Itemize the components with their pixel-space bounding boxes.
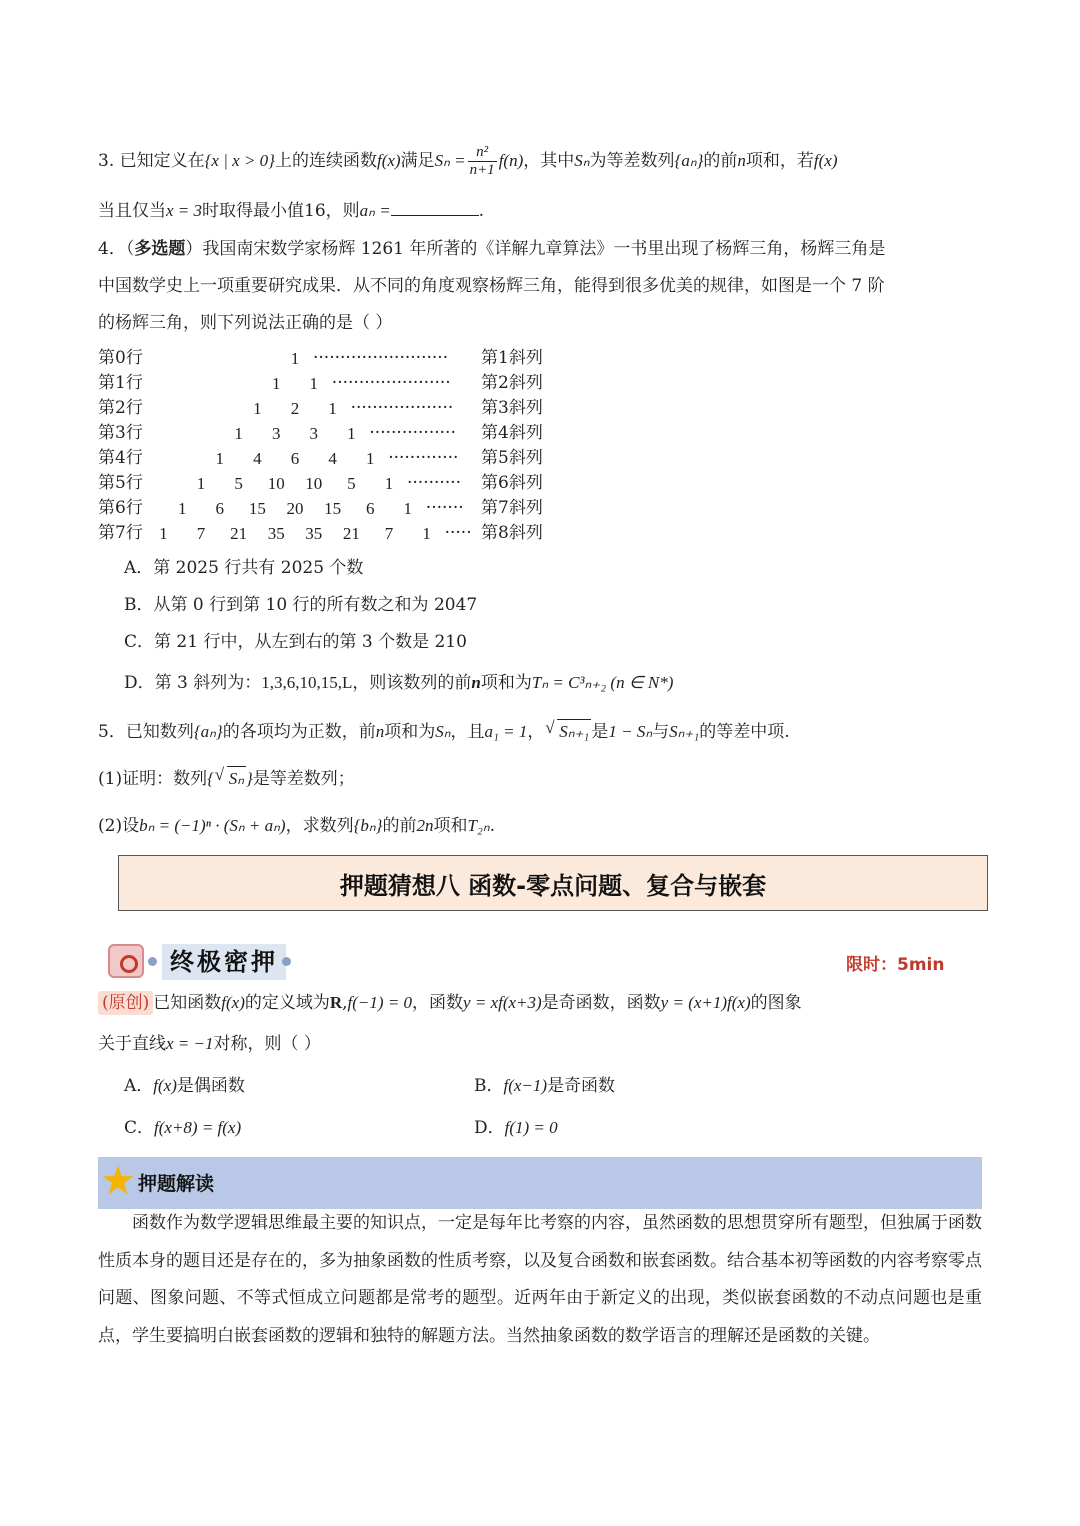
triangle-number: 4 [253,449,262,468]
triangle-row [98,421,568,446]
section-banner: 押题猜想八 函数-零点问题、复合与嵌套 [118,855,988,911]
row-label: 第4行 [98,448,143,468]
triangle-row [98,521,568,546]
triangle-number: 6 [365,499,375,518]
triangle-number: 21 [230,524,248,543]
triangle-row [98,496,568,521]
leader-dots: ··················· [350,398,454,418]
triangle-number: 1 [177,499,187,518]
triangle-number: 1 [159,524,168,543]
leader-dots: ················ [369,423,456,443]
triangle-number: 10 [267,474,285,493]
diagonal-label: 第5斜列 [481,448,543,468]
triangle-number: 3 [309,424,319,443]
q4-option-d[interactable]: D．第 3 斜列为：1,3,6,10,15,L，则该数列的前n项和为Tₙ = C³ₙ₊₂ (n ∈ N*) [124,673,674,693]
triangle-number: 1 [347,424,356,443]
triangle-number: 4 [328,449,337,468]
leader-dots: ·········· [407,473,462,493]
diagonal-label: 第2斜列 [481,373,543,393]
dot-icon [148,957,157,966]
leader-dots: ····· [444,523,472,543]
dot-icon [282,957,291,966]
final-prediction-badge [104,942,294,982]
orig-option-b[interactable]: B．f(x−1)是奇函数 [474,1076,616,1096]
target-board-icon [108,944,144,978]
triangle-number: 6 [290,449,300,468]
leader-dots: ············· [388,448,459,468]
triangle-row [98,471,568,496]
section-title: 押题解读 [138,1173,215,1195]
triangle-number: 7 [384,524,394,543]
star-icon: ★ [100,1158,136,1204]
badge-title: 终极密押 [162,944,286,980]
q4-option-c[interactable]: C．第 21 行中，从左到右的第 3 个数是 210 [124,632,467,652]
q3-line2: 当且仅当x = 3时取得最小值16，则aₙ = . [98,198,484,223]
triangle-number: 1 [422,524,431,543]
orig-question-line2: 关于直线x = −1对称，则（ ） [98,1034,321,1054]
diagonal-label: 第1斜列 [481,348,543,368]
diagonal-label: 第4斜列 [481,423,543,443]
row-label: 第3行 [98,423,143,443]
triangle-number: 1 [309,374,319,393]
triangle-number: 21 [342,524,360,543]
triangle-number: 2 [290,399,300,418]
q4-option-b[interactable]: B．从第 0 行到第 10 行的所有数之和为 2047 [124,595,478,615]
triangle-number: 1 [328,399,337,418]
triangle-number: 1 [234,424,243,443]
leader-dots: ······················ [331,373,451,393]
row-label: 第1行 [98,373,143,393]
q5-stem: 5．已知数列{aₙ}的各项均为正数，前n项和为Sₙ，且a₁ = 1， √ Sₙ₊₁ 是1 − Sₙ与Sₙ₊₁的等差中项. [98,719,790,744]
triangle-number: 1 [365,449,375,468]
triangle-number: 1 [271,374,281,393]
analysis-paragraph: 函数作为数学逻辑思维最主要的知识点，一定是每年比考察的内容，虽然函数的思想贯穿所有题型，但独属于函数性质本身的题目还是存在的，多为抽象函数的性质考察，以及复合函数和嵌套函数。结合基本初等函数的内容考察零点问题、图象问题、不等式恒成立问题都是常考的题型。近两年由于新定义的出现，类似嵌套函数的不动点问题也是重点，学生要搞明白嵌套函数的逻辑和独特的解题方法。当然抽象函数的数学语言的理解还是函数的关键。 [98,1213,982,1346]
q4-option-a[interactable]: A．第 2025 行共有 2025 个数 [124,558,364,578]
triangle-row [98,371,568,396]
triangle-number: 7 [196,524,206,543]
diagonal-label: 第8斜列 [481,523,543,543]
diagonal-label: 第6斜列 [481,473,543,493]
triangle-row [98,446,568,471]
triangle-number: 1 [290,349,300,368]
orig-question-line1: (原创) 已知函数f(x)的定义域为R,f(−1) = 0，函数y = xf(x+3)是奇函数，函数y = (x+1)f(x)的图象 [98,991,802,1015]
original-tag: (原创) [98,991,153,1015]
triangle-number: 35 [305,524,323,543]
triangle-number: 20 [286,499,304,518]
sqrt-s-n-plus-1: √ Sₙ₊₁ [557,719,591,744]
triangle-number: 15 [324,499,342,518]
q3-fraction: $\frac{\text{n²}}{n+1}$ [469,144,495,178]
triangle-row [98,396,568,421]
triangle-number: 1 [253,399,262,418]
triangle-number: 6 [215,499,225,518]
diagonal-label: 第7斜列 [481,498,543,518]
leader-dots: ························· [313,348,449,368]
sqrt-s-n: √ Sₙ [227,766,246,791]
orig-option-c[interactable]: C．f(x+8) = f(x) [124,1118,242,1138]
row-label: 第7行 [98,523,143,543]
triangle-number: 5 [347,474,356,493]
row-label: 第6行 [98,498,143,518]
q4-line2: 中国数学史上一项重要研究成果．从不同的角度观察杨辉三角，能得到很多优美的规律，如图是一个 7 阶 [98,276,885,296]
triangle-number: 15 [248,499,266,518]
analysis-section-header [98,1157,982,1209]
time-limit: 限时：5min [846,955,945,975]
row-label: 第2行 [98,398,143,418]
row-label: 第5行 [98,473,143,493]
triangle-number: 35 [267,524,285,543]
triangle-number: 1 [196,474,206,493]
triangle-number: 3 [271,424,281,443]
row-label: 第0行 [98,348,143,368]
triangle-number: 1 [215,449,225,468]
q5-part2: (2)设bₙ = (−1)ⁿ · (Sₙ + aₙ)，求数列{bₙ}的前2n项和T₂ₙ. [98,816,495,836]
diagonal-label: 第3斜列 [481,398,543,418]
q4-line1: 4．（多选题）我国南宋数学家杨辉 1261 年所著的《详解九章算法》一书里出现了杨辉三角，杨辉三角是 [98,239,886,259]
orig-option-d[interactable]: D．f(1) = 0 [474,1118,558,1138]
q3-line1: 3. 已知定义在{x | x > 0}上的连续函数f(x)满足Sₙ = $\frac{\text{n²}}{n+1}$ f(n)，其中Sₙ为等差数列{aₙ}的前n项和，若f(x) [98,144,838,178]
orig-option-a[interactable]: A．f(x)是偶函数 [124,1076,245,1096]
triangle-number: 10 [305,474,323,493]
triangle-number: 1 [384,474,394,493]
q4-line3: 的杨辉三角，则下列说法正确的是（ ） [98,313,393,333]
leader-dots: ······· [425,498,464,518]
triangle-number: 5 [234,474,243,493]
answer-blank[interactable] [391,198,479,216]
q5-part1: (1)证明：数列{ √ Sₙ }是等差数列； [98,766,355,791]
triangle-row [98,346,568,371]
triangle-number: 1 [403,499,413,518]
